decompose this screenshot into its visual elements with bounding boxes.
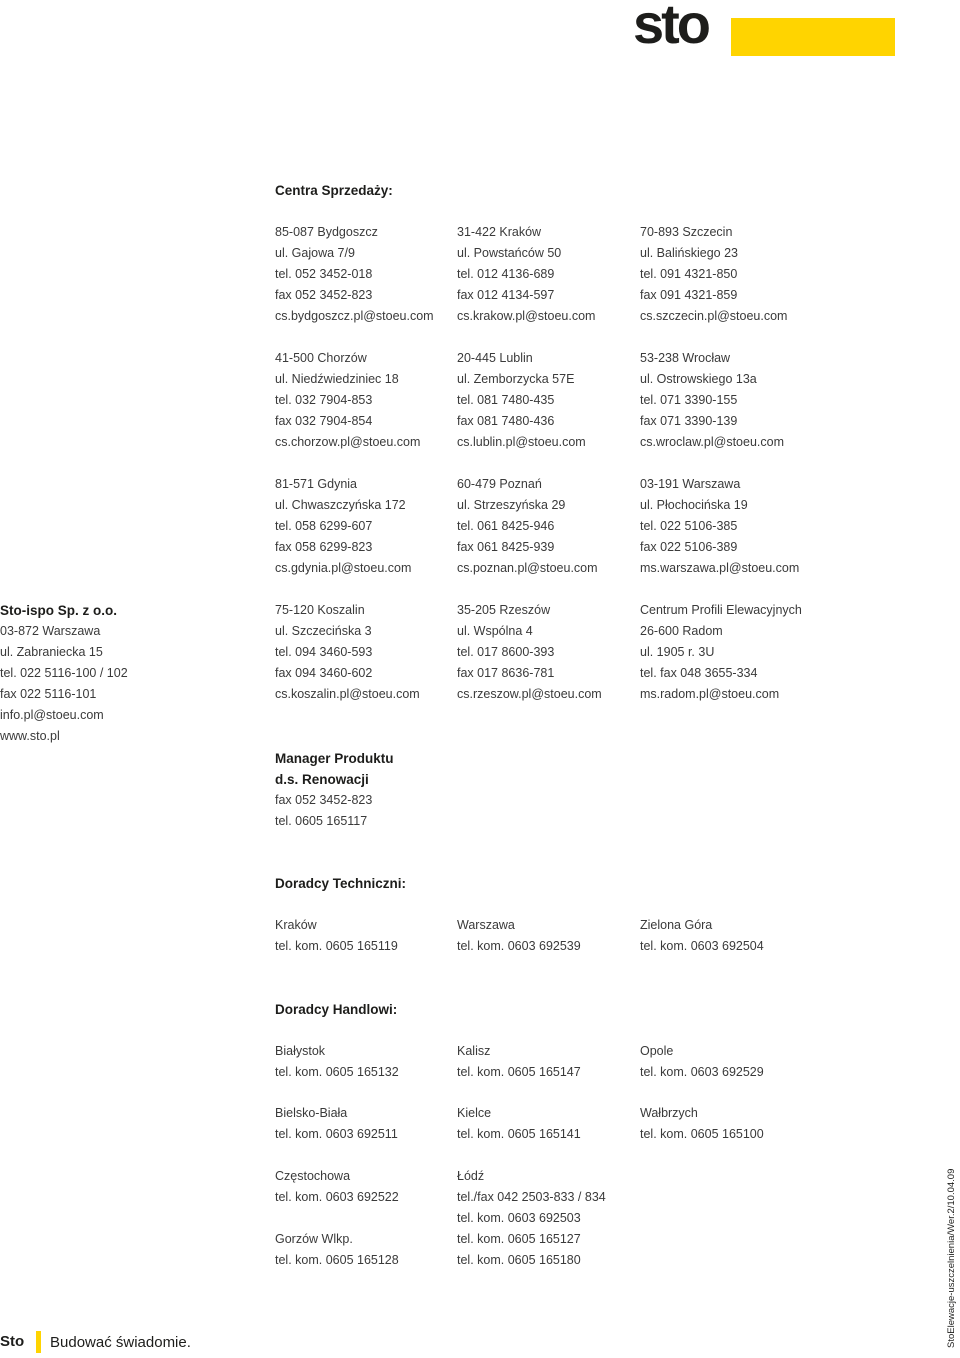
trade-gorzow: Gorzów Wlkp. tel. kom. 0605 165128	[275, 1232, 399, 1267]
footer-brand: Sto	[0, 1333, 25, 1350]
trade-czestochowa: Częstochowa tel. kom. 0603 692522	[275, 1169, 399, 1204]
trade-lodz: Łódź tel./fax 042 2503-833 / 834 tel. kom. 0603 692503 tel. kom. 0605 165127 tel. kom. 0605 165180	[457, 1169, 606, 1267]
product-manager: Manager Produktu d.s. Renowacji fax 052 3452-823 tel. 0605 165117	[275, 751, 394, 828]
office-rzeszow: 35-205 Rzeszów ul. Wspólna 4 tel. 017 8600-393 fax 017 8636-781 cs.rzeszow.pl@stoeu.com	[457, 603, 602, 701]
sto-logo	[633, 0, 895, 55]
sales-centers-heading: Centra Sprzedaży:	[275, 183, 393, 198]
office-lublin: 20-445 Lublin ul. Zemborzycka 57E tel. 081 7480-435 fax 081 7480-436 cs.lublin.pl@stoeu.com	[457, 351, 586, 449]
company-name: Sto-ispo Sp. z o.o.	[0, 603, 117, 618]
company-info: Sto-ispo Sp. z o.o. 03-872 Warszawa ul. Zabraniecka 15 tel. 022 5116-100 / 102 fax 022 5116-101 info.pl@stoeu.com www.sto.pl	[0, 600, 128, 747]
document-code: StoElewacje-uszczelnienia/Wer.2/10.04.09	[946, 1168, 957, 1348]
trade-bialystok: Białystok tel. kom. 0605 165132	[275, 1044, 399, 1079]
office-gdynia: 81-571 Gdynia ul. Chwaszczyńska 172 tel. 058 6299-607 fax 058 6299-823 cs.gdynia.pl@stoeu.com	[275, 477, 412, 575]
footer-tagline: Budować świadomie.	[50, 1334, 191, 1351]
trade-kalisz: Kalisz tel. kom. 0605 165147	[457, 1044, 581, 1079]
trade-walbrzych: Wałbrzych tel. kom. 0605 165100	[640, 1106, 764, 1141]
advisor-krakow: Kraków tel. kom. 0605 165119	[275, 918, 398, 953]
logo-yellow-bar	[731, 18, 895, 56]
office-krakow: 31-422 Kraków ul. Powstańców 50 tel. 012 4136-689 fax 012 4134-597 cs.krakow.pl@stoeu.com	[457, 225, 596, 323]
trade-bielsko-biala: Bielsko-Biała tel. kom. 0603 692511	[275, 1106, 398, 1141]
office-koszalin: 75-120 Koszalin ul. Szczecińska 3 tel. 094 3460-593 fax 094 3460-602 cs.koszalin.pl@stoeu.com	[275, 603, 420, 701]
office-bydgoszcz: 85-087 Bydgoszcz ul. Gajowa 7/9 tel. 052 3452-018 fax 052 3452-823 cs.bydgoszcz.pl@stoeu.com	[275, 225, 434, 323]
office-warszawa: 03-191 Warszawa ul. Płochocińska 19 tel. 022 5106-385 fax 022 5106-389 ms.warszawa.pl@stoeu.com	[640, 477, 800, 575]
advisor-warszawa: Warszawa tel. kom. 0603 692539	[457, 918, 581, 953]
technical-advisors-heading: Doradcy Techniczni:	[275, 876, 407, 891]
office-chorzow: 41-500 Chorzów ul. Niedźwiedziniec 18 tel. 032 7904-853 fax 032 7904-854 cs.chorzow.pl@stoeu.com	[275, 351, 421, 449]
office-radom: Centrum Profili Elewacyjnych 26-600 Radom ul. 1905 r. 3U tel. fax 048 3655-334 ms.radom.pl@stoeu.com	[640, 603, 802, 701]
office-wroclaw: 53-238 Wrocław ul. Ostrowskiego 13a tel. 071 3390-155 fax 071 3390-139 cs.wroclaw.pl@stoeu.com	[640, 351, 784, 449]
office-poznan: 60-479 Poznań ul. Strzeszyńska 29 tel. 061 8425-946 fax 061 8425-939 cs.poznan.pl@stoeu.com	[457, 477, 598, 575]
trade-advisors-heading: Doradcy Handlowi:	[275, 1002, 398, 1017]
office-szczecin: 70-893 Szczecin ul. Balińskiego 23 tel. 091 4321-850 fax 091 4321-859 cs.szczecin.pl@stoeu.com	[640, 225, 788, 323]
footer-yellow-bar	[36, 1331, 41, 1353]
trade-kielce: Kielce tel. kom. 0605 165141	[457, 1106, 581, 1141]
advisor-zielona-gora: Zielona Góra tel. kom. 0603 692504	[640, 918, 764, 953]
trade-opole: Opole tel. kom. 0603 692529	[640, 1044, 764, 1079]
logo-wordmark: sto	[633, 0, 708, 55]
